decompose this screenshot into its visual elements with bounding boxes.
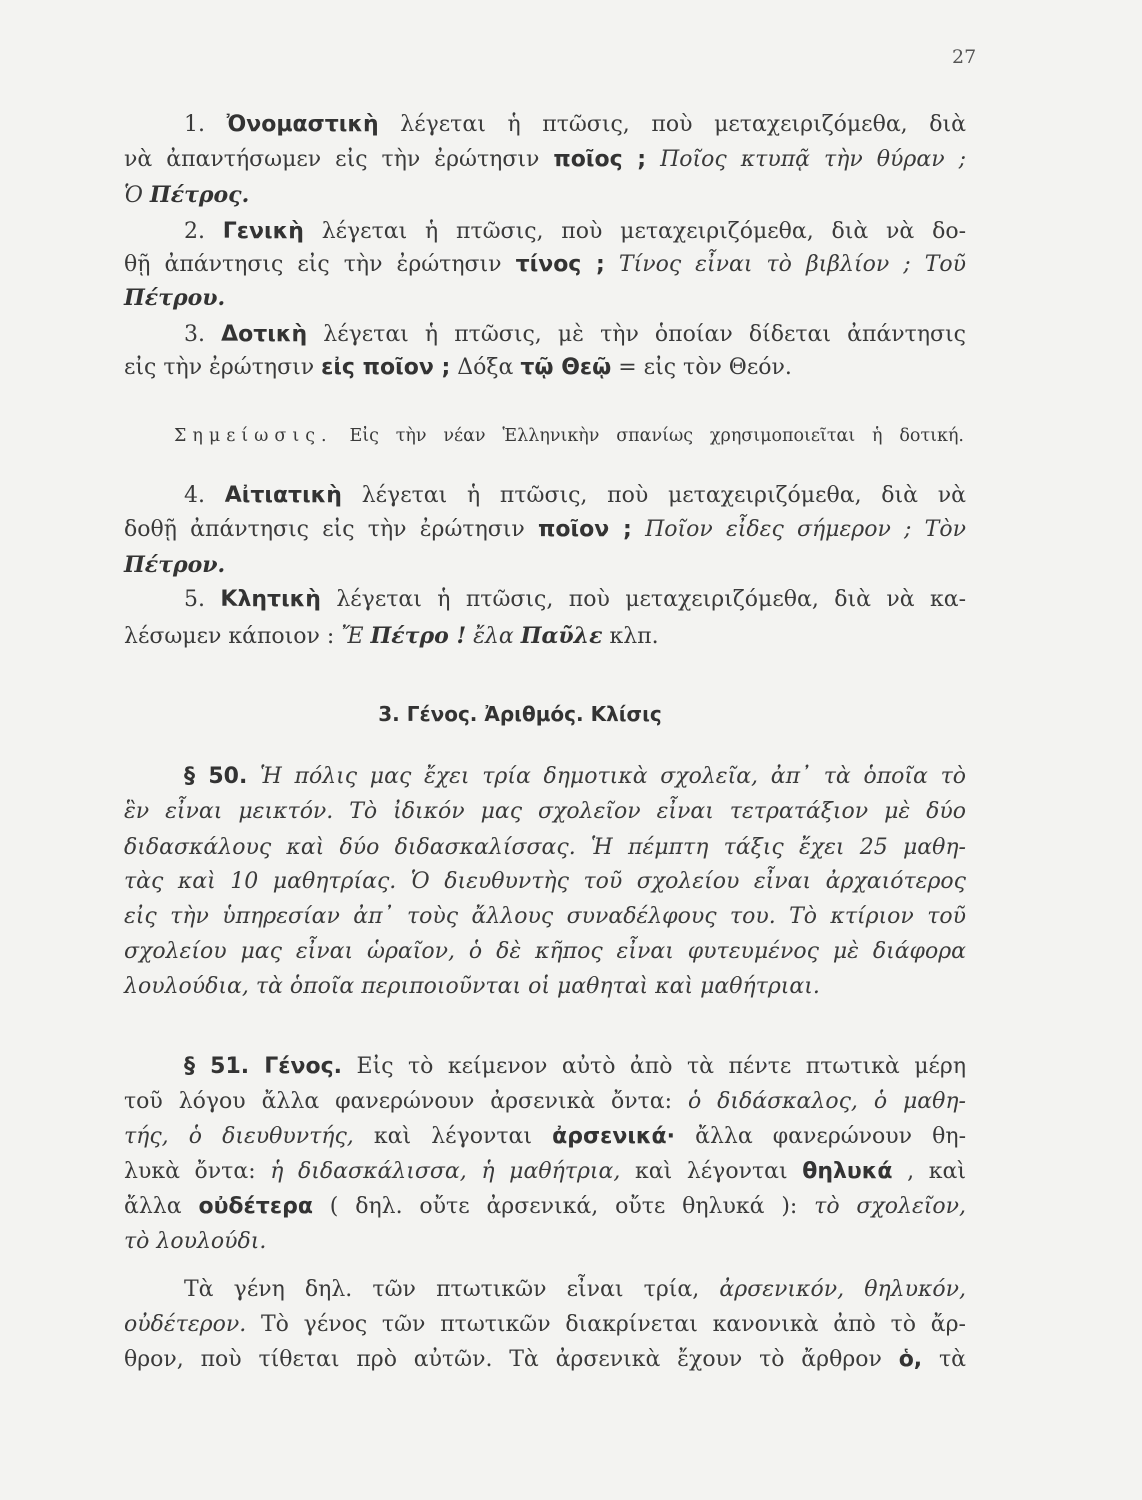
text-line bbox=[184, 320, 966, 350]
text-line bbox=[124, 515, 966, 545]
bold-term: εἰς ποῖον ; bbox=[321, 355, 451, 380]
text-run: 5. bbox=[184, 587, 221, 612]
text-run: λέγεται ἡ πτῶσις, ποὺ μεταχειριζόμεθα, διὰ bbox=[378, 112, 967, 137]
italic-text: ἓν εἶναι μεικτόν. Τὸ ἰδικόν μας σχολεῖον εἶναι τετρατάξιον μὲ δύο bbox=[124, 799, 966, 824]
bold-term: θηλυκά bbox=[802, 1159, 893, 1184]
bold-term: § 50. bbox=[184, 764, 248, 789]
text-run: τοῦ λόγου ἄλλα φανερώνουν ἀρσενικὰ ὄντα: bbox=[124, 1089, 688, 1114]
bold-term: τῷ Θεῷ bbox=[520, 355, 612, 380]
bold-term: Γενικὴ bbox=[222, 219, 304, 244]
text-line bbox=[184, 110, 966, 140]
text-run: λέγεται ἡ πτῶσις, ποὺ μεταχειριζόμεθα, διὰ νὰ κα- bbox=[320, 587, 966, 612]
italic-text: οὐδέτερον. bbox=[124, 1312, 247, 1337]
text-run: νὰ ἀπαντήσωμεν εἰς τὴν ἐρώτησιν bbox=[124, 147, 554, 172]
text-line bbox=[124, 1345, 966, 1375]
bold-term: Πέτρον. bbox=[124, 552, 226, 578]
text-line bbox=[124, 1122, 966, 1152]
text-line bbox=[124, 283, 966, 314]
text-run: 3. bbox=[184, 322, 222, 347]
bold-term: Ὀνομαστικὴ bbox=[226, 112, 379, 137]
italic-text: εἰς τὴν ὑπηρεσίαν ἀπ᾿ τοὺς ἄλλους συναδέλφους του. Τὸ κτίριον τοῦ bbox=[124, 904, 966, 929]
text-run: λυκὰ ὄντα: bbox=[124, 1159, 271, 1184]
italic-text: Τίνος εἶναι τὸ βιβλίον ; Τοῦ bbox=[604, 252, 966, 277]
text-line bbox=[184, 217, 966, 247]
bold-term: Κλητικὴ bbox=[220, 587, 321, 612]
text-run: καὶ λέγονται bbox=[620, 1159, 803, 1184]
text-run: θῇ ἀπάντησις εἰς τὴν ἐρώτησιν bbox=[124, 252, 516, 277]
italic-text: ἔλα bbox=[466, 624, 521, 649]
text-line bbox=[184, 585, 966, 615]
bold-term: οὐδέτερα bbox=[198, 1194, 313, 1219]
text-run: κλπ. bbox=[602, 624, 659, 649]
italic-text: τής, ὁ διευθυντής, bbox=[124, 1124, 354, 1149]
text-run: λέσωμεν κάποιον : bbox=[124, 624, 342, 649]
text-line bbox=[124, 902, 966, 932]
bold-term: ὁ, bbox=[898, 1347, 923, 1372]
text-run: τὰ bbox=[922, 1347, 966, 1372]
bold-term: Δοτικὴ bbox=[221, 322, 308, 347]
text-run: 2. bbox=[184, 219, 223, 244]
italic-text: Ποῖος κτυπᾷ τὴν θύραν ; bbox=[646, 147, 967, 172]
bold-term: ἀρσενικά· bbox=[552, 1124, 675, 1149]
text-line bbox=[124, 833, 966, 863]
text-run: 3. Γένος. Ἀριθμός. Κλίσις bbox=[378, 702, 662, 726]
italic-text: τὸ σχολεῖον, bbox=[814, 1194, 966, 1219]
text-line bbox=[124, 180, 966, 211]
text-run: ἄλλα φανερώνουν θη- bbox=[675, 1124, 967, 1149]
text-run: Τὰ γένη δηλ. τῶν πτωτικῶν εἶναι τρία, bbox=[184, 1277, 720, 1302]
text-line bbox=[184, 1052, 966, 1082]
text-run: καὶ λέγονται bbox=[353, 1124, 553, 1149]
text-run: λέγεται ἡ πτῶσις, μὲ τὴν ὁποίαν δίδεται ἀπάντησις bbox=[307, 322, 966, 347]
italic-text: λουλούδια, τὰ ὁποῖα περιποιοῦνται οἱ μαθηταὶ καὶ μαθήτριαι. bbox=[124, 974, 820, 999]
bold-term: Πέτρο ! bbox=[370, 623, 467, 649]
italic-text: Ὁ bbox=[124, 183, 150, 208]
italic-text: Ποῖον εἶδες σήμερον ; Τὸν bbox=[631, 517, 966, 542]
text-run: θρον, ποὺ τίθεται πρὸ αὐτῶν. Τὰ ἀρσενικὰ ἔχουν τὸ ἄρθρον bbox=[124, 1347, 899, 1372]
text-line bbox=[124, 550, 966, 581]
italic-text: Ἡ πόλις μας ἔχει τρία δημοτικὰ σχολεῖα, ἀπ᾿ τὰ ὁποῖα τὸ bbox=[247, 764, 966, 789]
text-run: Εἰς τὴν νέαν Ἑλληνικὴν σπανίως χρησιμοποιεῖται ἡ δοτική. bbox=[332, 426, 964, 446]
note-line bbox=[174, 421, 964, 451]
text-line bbox=[124, 1087, 966, 1117]
italic-text: ὁ διδάσκαλος, ὁ μαθη- bbox=[687, 1089, 966, 1114]
spaced-label: Σημείωσις. bbox=[174, 426, 333, 446]
text-line bbox=[124, 145, 966, 175]
section-heading bbox=[0, 699, 1040, 729]
text-line bbox=[124, 937, 966, 967]
text-run: 1. bbox=[184, 112, 227, 137]
italic-text: διδασκάλους καὶ δύο διδασκαλίσσας. Ἡ πέμπτη τάξις ἔχει 25 μαθη- bbox=[124, 835, 966, 860]
italic-text: τὰς καὶ 10 μαθητρίας. Ὁ διευθυντὴς τοῦ σχολείου εἶναι ἀρχαιότερος bbox=[124, 869, 966, 894]
bold-term: Πέτρου. bbox=[124, 285, 226, 311]
text-line bbox=[124, 1192, 966, 1222]
text-line bbox=[124, 972, 966, 1002]
text-run: εἰς τὴν ἐρώτησιν bbox=[124, 355, 322, 380]
text-line bbox=[124, 621, 966, 652]
text-run: ἄλλα bbox=[124, 1194, 199, 1219]
text-line bbox=[184, 762, 966, 792]
page-number: 27 bbox=[952, 46, 977, 68]
text-run: λέγεται ἡ πτῶσις, ποὺ μεταχειριζόμεθα, διὰ νὰ δο- bbox=[303, 219, 967, 244]
text-run: 4. bbox=[184, 483, 225, 508]
text-run: Τὸ γένος τῶν πτωτικῶν διακρίνεται κανονικὰ ἀπὸ τὸ ἄρ- bbox=[246, 1312, 966, 1337]
text-run: δοθῇ ἀπάντησις εἰς τὴν ἐρώτησιν bbox=[124, 517, 538, 542]
bold-term: τίνος ; bbox=[515, 252, 605, 277]
bold-term: Πέτρος. bbox=[149, 182, 250, 208]
text-line bbox=[124, 353, 966, 383]
italic-text: ἡ διδασκάλισσα, ἡ μαθήτρια, bbox=[270, 1159, 621, 1184]
bold-term: ποῖον ; bbox=[537, 517, 632, 542]
italic-text: σχολείου μας εἶναι ὡραῖον, ὁ δὲ κῆπος εἶναι φυτευμένος μὲ διάφορα bbox=[124, 939, 966, 964]
bold-term: ποῖος ; bbox=[553, 147, 647, 172]
text-run: λέγεται ἡ πτῶσις, ποὺ μεταχειριζόμεθα, διὰ νὰ bbox=[341, 483, 966, 508]
text-run: ( δηλ. οὔτε ἀρσενικά, οὔτε θηλυκά ): bbox=[312, 1194, 815, 1219]
italic-text: τὸ λουλούδι. bbox=[124, 1229, 267, 1254]
italic-text: ἀρσενικόν, θηλυκόν, bbox=[719, 1277, 966, 1302]
italic-text: Ἔ bbox=[341, 624, 371, 649]
bold-term: Παῦλε bbox=[520, 623, 603, 649]
text-line bbox=[124, 1157, 966, 1187]
text-line bbox=[124, 250, 966, 280]
text-line bbox=[124, 867, 966, 897]
text-line bbox=[184, 1275, 966, 1305]
text-line bbox=[124, 1227, 966, 1257]
bold-term: Αἰτιατικὴ bbox=[224, 483, 342, 508]
text-line bbox=[124, 797, 966, 827]
text-run: = εἰς τὸν Θεόν. bbox=[611, 355, 792, 380]
bold-term: § 51. Γένος. bbox=[184, 1054, 343, 1079]
text-line bbox=[124, 1310, 966, 1340]
text-run: Δόξα bbox=[450, 355, 521, 380]
text-run: Εἰς τὸ κείμενον αὐτὸ ἀπὸ τὰ πέντε πτωτικὰ μέρη bbox=[342, 1054, 967, 1079]
text-line bbox=[184, 481, 966, 511]
text-run: , καὶ bbox=[892, 1159, 966, 1184]
